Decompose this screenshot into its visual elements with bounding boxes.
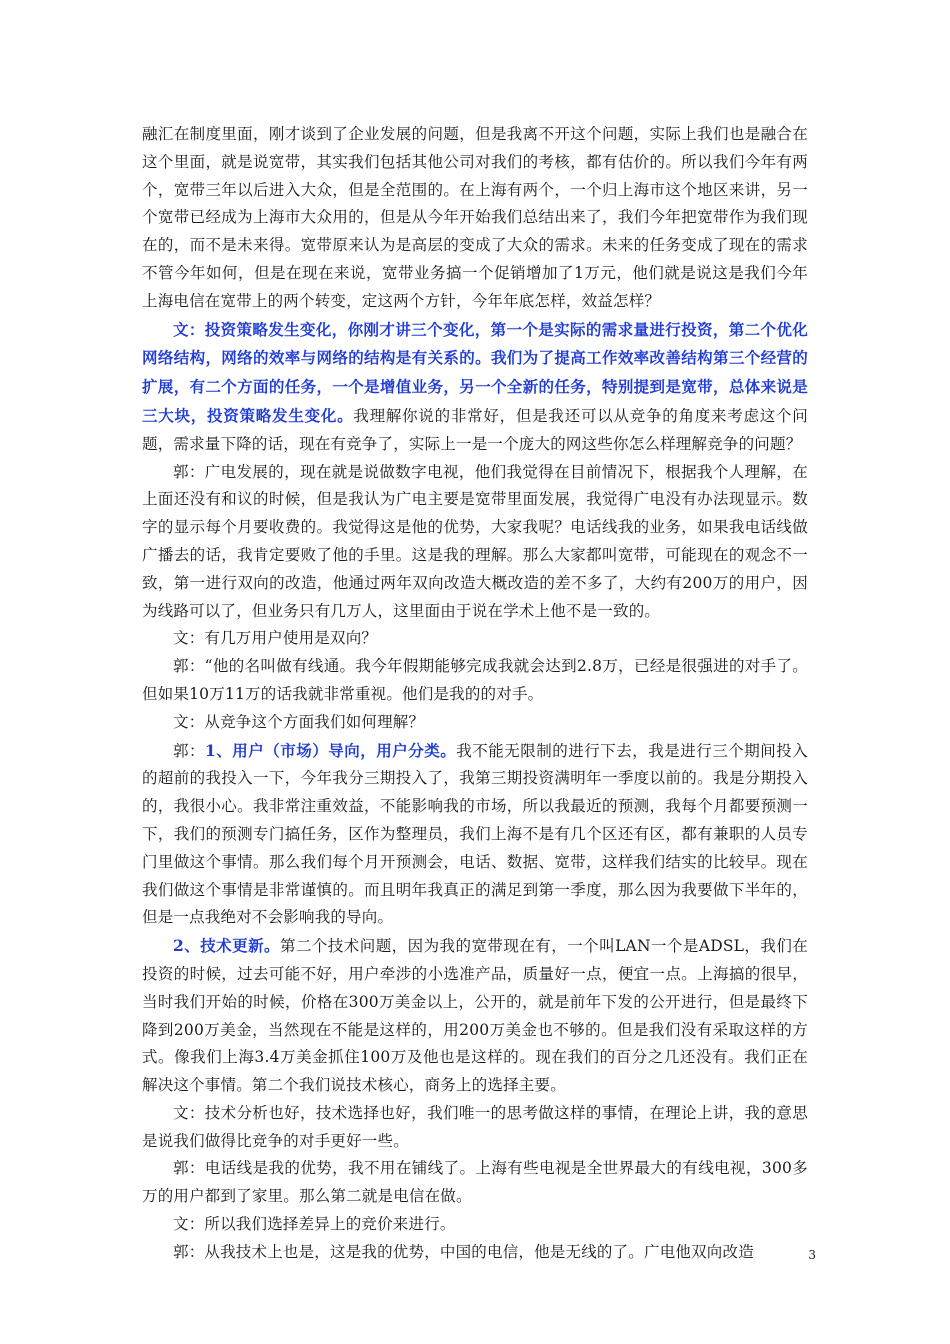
text-run: 我不能无限制的进行下去，我是进行三个期间投入的超前的我投入一下，今年我分三期投入了，我第三期投资满明年一季度以前的。我是分期投入的，我很小心。我非常注重效益，不能影响我的市场，所以我最近的预测，我每个月都要预测一下，我们的预测专门搞任务，区作为整理员，我们上海不是有几个区还有区，都有兼职的人员专门里做这个事情。那么我们每个月开预测会，电话、数据、宽带，这样我们结实的比较早。现在我们做这个事情是非常谨慎的。而且明年我真正的满足到第一季度，那么因为我要做下半年的，但是一点我绝对不会影响我的导向。 (142, 741, 808, 927)
paragraph (142, 625, 808, 653)
paragraph (142, 459, 808, 626)
text-run: 郭：从我技术上也是，这是我的优势，中国的电信，他是无线的了。广电他双向改造 (173, 1242, 754, 1261)
paragraph (142, 1155, 808, 1211)
text-run: 融汇在制度里面，刚才谈到了企业发展的问题，但是我离不开这个问题，实际上我们也是融合在这个里面，就是说宽带，其实我们包括其他公司对我们的考核，都有估价的。所以我们今年有两个，宽带三年以后进入大众，但是全范围的。在上海有两个，一个归上海市这个地区来讲，另一个宽带已经成为上海市大众用的，但是从今年开始我们总结出来了，我们今年把宽带作为我们现在的，而不是未来得。宽带原来认为是高层的变成了大众的需求。未来的任务变成了现在的需求不管今年如何，但是在现在来说，宽带业务搞一个促销增加了1万元，他们就是说这是我们今年上海电信在宽带上的两个转变，定这两个方针，今年年底怎样，效益怎样？ (142, 125, 808, 310)
highlighted-text-run: 1、用户（市场）导向，用户分类。 (205, 740, 457, 760)
highlighted-text-run: 2、技术更新。 (173, 936, 280, 956)
text-run: 文：有几万用户使用是双向？ (173, 629, 378, 648)
paragraph (142, 1239, 808, 1267)
highlighted-text-run: 文：投资策略发生变化，你刚才讲三个变化，第一个是实际的需求量进行投资，第二个优化网络结构，网络的效率与网络的结构是有关系的。我们为了提高工作效率改善结构第三个经营的扩展，有二个方面的任务，一个是增值业务，另一个全新的任务，特别提到是宽带，总体来说是三大块，投资策略发生变化。 (142, 319, 808, 425)
text-run: 文：技术分析也好，技术选择也好，我们唯一的思考做这样的事情，在理论上讲，我的意思是说我们做得比竞争的对手更好一些。 (142, 1103, 808, 1150)
text-run: 郭：电话线是我的优势，我不用在铺线了。上海有些电视是全世界最大的有线电视，300多万的用户都到了家里。那么第二就是电信在做。 (142, 1159, 808, 1206)
text-run: 文：从竞争这个方面我们如何理解？ (173, 712, 425, 731)
paragraph (142, 932, 808, 1100)
paragraph (142, 1100, 808, 1156)
paragraph (142, 737, 808, 933)
text-run: 郭：“他的名叫做有线通。我今年假期能够完成我就会达到2.8万，已经是很强进的对手了。但如果10万11万的话我就非常重视。他们是我的的对手。 (142, 657, 808, 703)
document-body (142, 121, 808, 1267)
paragraph (142, 1211, 808, 1239)
text-run: 文：所以我们选择差异上的竞价来进行。 (173, 1215, 456, 1234)
text-run: 我理解你说的非常好，但是我还可以从竞争的角度来考虑这个问题，需求量下降的话，现在有竞争了，实际上一是一个庞大的网这些你怎么样理解竞争的问题？ (142, 406, 808, 453)
text-run: 第二个技术问题，因为我的宽带现在有，一个叫LAN一个是ADSL，我们在投资的时候，过去可能不好，用户牵涉的小选准产品，质量好一点，便宜一点。上海搞的很早，当时我们开始的时候，价格在300万美金以上，公开的，就是前年下发的公开进行，但是最终下降到200万美金，当然现在不能是这样的，用200万美金也不够的。但是我们没有采取这样的方式。像我们上海3.4万美金抓住100万及他也是这样的。现在我们的百分之几还没有。我们正在解决这个事情。第二个我们说技术核心，商务上的选择主要。 (142, 937, 808, 1095)
paragraph (142, 121, 808, 316)
text-run: 郭： (173, 741, 205, 760)
paragraph (142, 316, 808, 459)
text-run: 郭：广电发展的，现在就是说做数字电视，他们我觉得在目前情况下，根据我个人理解，在上面还没有和议的时候，但是我认为广电主要是宽带里面发展，我觉得广电没有办法现显示。数字的显示每个月要收费的。我觉得这是他的优势，大家我呢？电话线我的业务，如果我电话线做广播去的话，我肯定要败了他的手里。这是我的理解。那么大家都叫宽带，可能现在的观念不一致，第一进行双向的改造，他通过两年双向改造大概改造的差不多了，大约有200万的用户，因为线路可以了，但业务只有几万人，这里面由于说在学术上他不是一致的。 (142, 462, 808, 620)
page-number: 3 (808, 1248, 816, 1262)
paragraph (142, 653, 808, 709)
paragraph (142, 709, 808, 737)
